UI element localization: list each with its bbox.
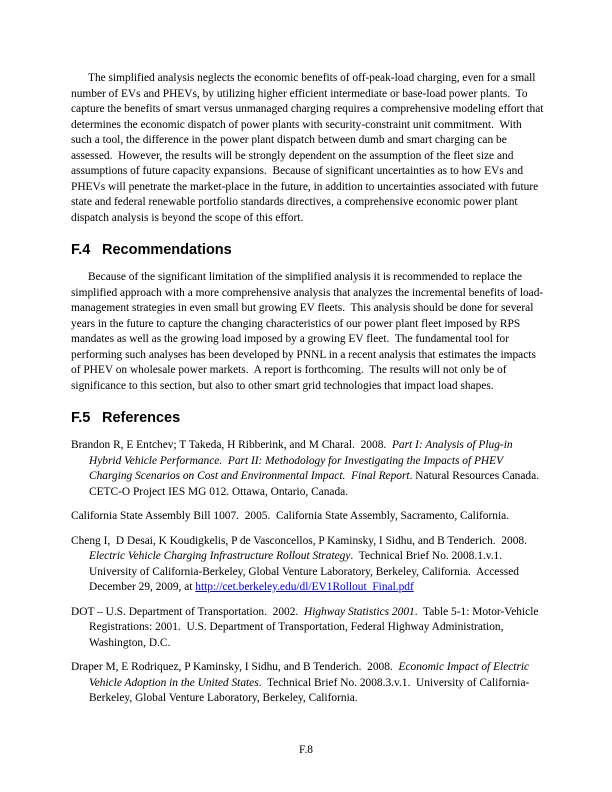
section-number: F.4 (71, 242, 91, 258)
reference-details: . Technical Brief No. 2008.3.v.1. University of California-Berkeley, Global Venture Laboratory, Berkeley, California. (89, 676, 530, 704)
reference-draper (71, 660, 544, 707)
section-title: References (102, 410, 181, 426)
page-content (71, 71, 547, 716)
reference-authors: Brandon R, E Entchev; T Takeda, H Ribberink, and M Charal. 2008. (71, 439, 392, 451)
reference-title: Highway Statistics 2001 (303, 605, 415, 618)
reference-authors: DOT – U.S. Department of Transportation. 2002. (71, 605, 304, 618)
reference-details: . Natural Resources Canada. CETC-O Project IES MG 012. Ottawa, Ontario, Canada. (89, 470, 542, 498)
reference-title: Part I: Analysis of Plug-in Hybrid Vehicle Performance. Part II: Methodology for Investigating the Impacts of PHEV Charging Scenarios on Cost and Environmental Impact. Final Report (89, 439, 516, 482)
section-number: F.5 (71, 410, 91, 426)
section-heading-f5 (71, 410, 544, 427)
reference-text: California State Assembly Bill 1007. 2005. California State Assembly, Sacramento, California. (71, 510, 510, 522)
reference-list (71, 438, 544, 707)
reference-dot (71, 605, 544, 652)
section-title: Recommendations (102, 242, 232, 258)
reference-brandon (71, 438, 544, 500)
reference-cheng (71, 534, 544, 596)
recommendations-paragraph: Because of the significant limitation of the simplified analysis it is recommended to replace the simplified approach with a more comprehensive analysis that analyzes the incremental benefits of load-management strategies in even small but growing EV fleets. This analysis should be done for several years in the future to capture the changing characteristics of our power plant fleet imposed by RPS mandates as well as the growing load imposed by a growing EV fleet. The fundamental tool for performing such analyses has been developed by PNNL in a recent analysis that estimates the impacts of PHEV on wholesale power markets. A report is forthcoming. The results will not only be of significance to this section, but also to other smart grid technologies that impact load shapes. (71, 271, 544, 392)
reference-title: Economic Impact of Electric Vehicle Adoption in the United States (89, 661, 532, 689)
reference-title: Electric Vehicle Charging Infrastructure Rollout Strategy (89, 550, 351, 562)
intro-paragraph: The simplified analysis neglects the economic benefits of off-peak-load charging, even for a small number of EVs and PHEVs, by utilizing higher efficient intermediate or base-load power plants. To capture the benefits of smart versus unmanaged charging requires a comprehensive modeling effort that determines the economic dispatch of power plants with security-constraint unit commitment. With such a tool, the difference in the power plant dispatch between dumb and smart charging can be assessed. However, the results will be strongly dependent on the assumption of the fleet size and assumptions of future capacity expansions. Because of significant uncertainties as to how EVs and PHEVs will penetrate the market-place in the future, in addition to uncertainties associated with future state and federal renewable portfolio standards directives, a comprehensive economic power plant dispatch analysis is beyond the scope of this effort. (71, 72, 547, 224)
reference-details: . Technical Brief No. 2008.1.v.1. University of California-Berkeley, Global Venture Laboratory, Berkeley, California. Accessed December 29, 2009, at (89, 550, 522, 593)
reference-details: . Table 5-1: Motor-Vehicle Registrations: 2001. U.S. Department of Transportation, Federal Highway Administration, Washington, D.C. (89, 605, 542, 649)
reference-california (71, 509, 544, 525)
cheng-reference-link[interactable]: http://cet.berkeley.edu/dl/EV1Rollout_Final.pdf (195, 581, 414, 593)
section-heading-f4 (71, 242, 544, 259)
reference-authors: Draper M, E Rodriquez, P Kaminsky, I Sidhu, and B Tenderich. 2008. (71, 661, 399, 673)
page-number: F.8 (299, 744, 313, 756)
reference-authors: Cheng I, D Desai, K Koudigkelis, P de Vasconcellos, P Kaminsky, I Sidhu, and B Tenderich. 2008. (71, 534, 533, 547)
